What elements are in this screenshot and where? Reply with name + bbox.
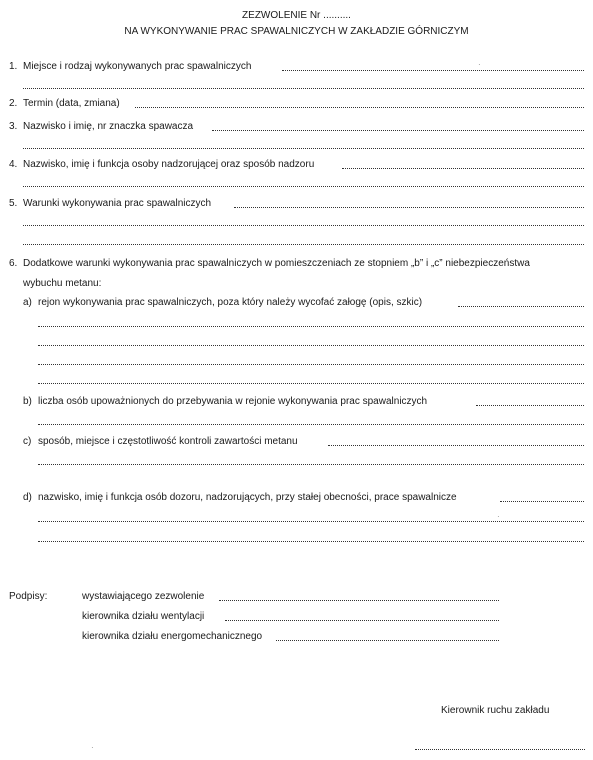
signatures-heading: Podpisy:	[9, 591, 48, 602]
signature-issuer-line[interactable]	[219, 600, 499, 601]
signature-issuer-label: wystawiającego zezwolenie	[82, 591, 205, 602]
item-6a-label: rejon wykonywania prac spawalniczych, poza który należy wycofać załogę (opis, szkic)	[38, 297, 423, 308]
item-3-fill-line-1[interactable]	[212, 130, 584, 131]
item-5-fill-line-1[interactable]	[234, 207, 584, 208]
scan-speck: ·	[497, 512, 500, 521]
item-6b-fill-line-2[interactable]	[38, 424, 584, 425]
item-2-label: Termin (data, zmiana)	[23, 98, 120, 109]
item-6d-fill-line-1[interactable]	[500, 501, 584, 502]
item-3-fill-line-2[interactable]	[23, 148, 584, 149]
item-4-label: Nazwisko, imię i funkcja osoby nadzorującej oraz sposób nadzoru	[23, 159, 315, 170]
scan-speck: ·	[478, 60, 481, 69]
item-6c-fill-line-2[interactable]	[38, 464, 584, 465]
signature-energomechanical-label: kierownika działu energomechanicznego	[82, 631, 263, 642]
item-6d-fill-line-3[interactable]	[38, 541, 584, 542]
form-title: NA WYKONYWANIE PRAC SPAWALNICZYCH W ZAKŁADZIE GÓRNICZYM	[124, 26, 469, 37]
item-5-label: Warunki wykonywania prac spawalniczych	[23, 198, 212, 209]
item-6a-fill-line-3[interactable]	[38, 345, 584, 346]
item-6a-fill-line-5[interactable]	[38, 383, 584, 384]
item-5-fill-line-2[interactable]	[23, 225, 584, 226]
item-6c-letter: c)	[23, 436, 32, 447]
item-5-fill-line-3[interactable]	[23, 244, 584, 245]
item-6-number: 6.	[9, 258, 18, 269]
item-2-number: 2.	[9, 98, 18, 109]
item-6d-letter: d)	[23, 492, 32, 503]
item-6-label-continued: wybuchu metanu:	[23, 278, 102, 289]
permit-number-title: ZEZWOLENIE Nr ..........	[242, 10, 351, 21]
item-1-fill-line-1[interactable]	[282, 70, 584, 71]
item-6d-fill-line-2[interactable]	[38, 521, 584, 522]
scan-speck: ·	[91, 743, 94, 752]
signature-ventilation-line[interactable]	[225, 620, 499, 621]
item-6b-label: liczba osób upoważnionych do przebywania w rejonie wykonywania prac spawalniczych	[38, 396, 428, 407]
item-6d-label: nazwisko, imię i funkcja osób dozoru, nadzorujących, przy stałej obecności, prace spawalnicze	[38, 492, 457, 503]
item-4-fill-line-2[interactable]	[23, 186, 584, 187]
item-4-number: 4.	[9, 159, 18, 170]
item-6a-fill-line-2[interactable]	[38, 326, 584, 327]
item-6b-fill-line-1[interactable]	[476, 405, 584, 406]
item-6c-fill-line-1[interactable]	[328, 445, 584, 446]
item-1-fill-line-2[interactable]	[23, 88, 584, 89]
item-6a-fill-line-4[interactable]	[38, 364, 584, 365]
item-6a-fill-line-1[interactable]	[458, 306, 584, 307]
item-6b-letter: b)	[23, 396, 32, 407]
item-3-number: 3.	[9, 121, 18, 132]
signature-ventilation-label: kierownika działu wentylacji	[82, 611, 205, 622]
item-5-number: 5.	[9, 198, 18, 209]
mine-manager-label: Kierownik ruchu zakładu	[441, 705, 550, 716]
item-6a-letter: a)	[23, 297, 32, 308]
item-1-number: 1.	[9, 61, 18, 72]
item-2-fill-line[interactable]	[135, 107, 584, 108]
mine-manager-signature-line[interactable]	[415, 749, 585, 750]
item-3-label: Nazwisko i imię, nr znaczka spawacza	[23, 121, 194, 132]
item-1-label: Miejsce i rodzaj wykonywanych prac spawalniczych	[23, 61, 252, 72]
signature-energomechanical-line[interactable]	[276, 640, 499, 641]
item-6c-label: sposób, miejsce i częstotliwość kontroli zawartości metanu	[38, 436, 298, 447]
item-6-label: Dodatkowe warunki wykonywania prac spawalniczych w pomieszczeniach ze stopniem „b” i „c” niebezpieczeństwa	[23, 258, 530, 269]
item-4-fill-line-1[interactable]	[342, 168, 584, 169]
